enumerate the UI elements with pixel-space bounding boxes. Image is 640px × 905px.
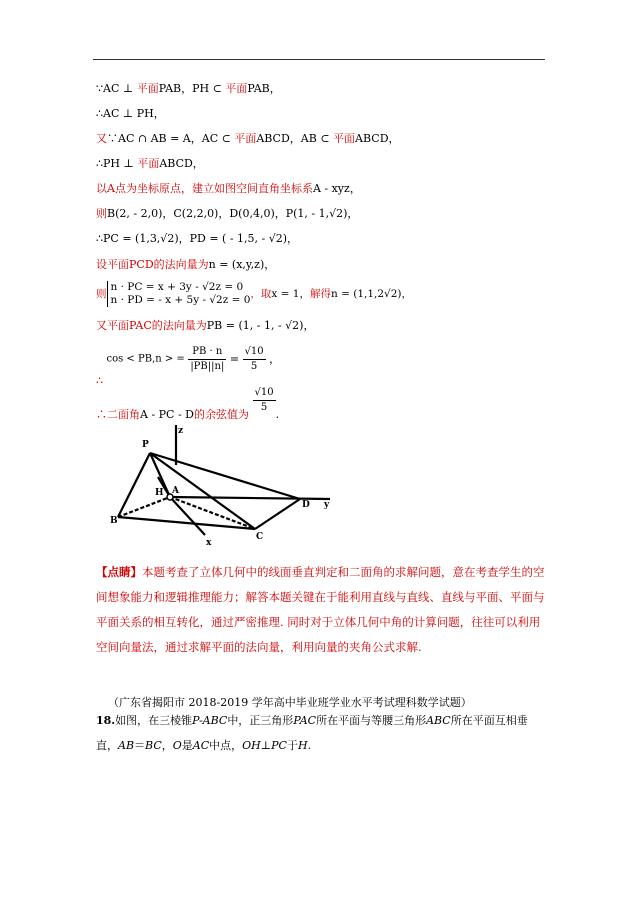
solution-line-1: [96, 82, 281, 96]
text: 是: [181, 739, 193, 752]
text: .: [307, 739, 312, 752]
text: ∴二面角: [96, 407, 140, 421]
equation-2: n · PD = - x + 5y - √2z = 0: [110, 294, 251, 306]
text: 又: [96, 132, 107, 145]
text: 中，正三角形: [227, 714, 294, 727]
text: PAB，PH ⊂: [158, 82, 226, 95]
text: 又平面PAC的法向量为: [96, 319, 207, 332]
label-C: C: [256, 532, 264, 542]
solution-line-5: [96, 182, 361, 196]
text: ∴PC = (1,3,√2)，PD = ( - 1,5, - √2)，: [96, 232, 299, 245]
header-rule: [93, 59, 545, 60]
text: PAB，: [247, 82, 281, 95]
text: x = 1，: [271, 288, 310, 300]
therefore-symbol: ∴: [96, 374, 103, 387]
text: 以A点为坐标原点，建立如图空间直角坐标系: [96, 182, 313, 195]
label-B: B: [110, 516, 118, 526]
text: ∴PH ⊥: [96, 157, 138, 170]
text: A - PC - D: [140, 407, 195, 421]
numerator: √10: [243, 345, 266, 360]
cos-lhs: cos < PB,n > =: [106, 353, 185, 365]
solution-line-8: [96, 258, 275, 272]
note-tag: 【点睛】: [96, 565, 142, 579]
text: 平面: [225, 82, 248, 95]
label-y: y: [324, 500, 330, 510]
text: AB: [118, 739, 135, 752]
text: 平面: [333, 132, 356, 145]
text: P-ABC: [192, 714, 228, 727]
text: PAC: [293, 714, 317, 727]
text: .: [275, 407, 280, 421]
text: O: [172, 739, 182, 752]
text: 中点，: [209, 739, 243, 752]
text: 则: [96, 288, 107, 300]
fraction-vectors: [188, 345, 226, 374]
text: ，: [161, 739, 173, 752]
text: 所在平面互相垂直，: [96, 714, 528, 752]
solution-line-2: [96, 107, 165, 121]
text: 平面: [136, 82, 159, 95]
text: ，: [269, 352, 281, 366]
text: ∴AC ⊥ PH，: [96, 107, 165, 120]
text: PB = (1, - 1, - √2)，: [206, 319, 315, 332]
text: 的余弦值为: [194, 407, 250, 421]
text: ＝: [134, 739, 146, 752]
numerator: PB · n: [188, 345, 226, 360]
text: 则: [96, 207, 107, 220]
numerator: √10: [253, 386, 276, 401]
label-H: H: [155, 488, 164, 498]
text: 平面: [137, 157, 160, 170]
text: ABCD，: [355, 132, 400, 145]
note-text: 本题考查了立体几何中的线面垂直判定和二面角的求解问题，意在考查学生的空间想象能力和逻辑推理能力；解答本题关键在于能利用直线与直线、直线与平面、平面与平面关系的相互转化，通过严密推理. 同时对于立体几何中角的计算问题，往往可以利用空间向量法，通过求解平面的法向量，利用向量的夹角公式求解.: [96, 565, 545, 654]
text: ∵AC ∩ AB = A，AC ⊂: [107, 132, 235, 145]
text: ⊥: [260, 739, 272, 752]
text: A - xyz，: [312, 182, 361, 195]
cosine-formula: [96, 345, 281, 387]
text: 平面: [234, 132, 257, 145]
text: 设平面PCD的法向量为: [96, 258, 209, 271]
denominator: 5: [250, 361, 258, 372]
label-P: P: [142, 440, 149, 450]
solution-line-pac: [96, 319, 314, 333]
key-point-note: [96, 560, 548, 660]
question-number: 18.: [96, 714, 116, 727]
text: ，取: [250, 288, 272, 300]
denominator: 5: [260, 402, 268, 413]
system-brace: [107, 281, 251, 307]
text: n = (1,1,2√2)，: [330, 288, 413, 300]
dihedral-answer: [96, 386, 280, 421]
fraction-answer: [253, 386, 276, 415]
text: H: [297, 739, 308, 752]
text: n = (x,y,z)，: [208, 258, 276, 271]
solution-line-3: [96, 132, 400, 146]
denominator: |PB||n|: [190, 361, 225, 372]
text: B(2, - 2,0)，C(2,2,0)，D(0,4,0)，P(1, - 1,√2)，: [107, 207, 359, 220]
equals: =: [229, 352, 240, 366]
text: OH: [242, 739, 261, 752]
text: ABCD，AB ⊂: [256, 132, 334, 145]
text: 于: [286, 739, 298, 752]
text: 如图，在三棱锥: [115, 714, 193, 727]
label-x: x: [206, 538, 212, 548]
solution-line-7: [96, 232, 298, 246]
text: AC: [192, 739, 210, 752]
problem-source: （广东省揭阳市 2018-2019 学年高中毕业班学业水平考试理科数学试题）: [108, 696, 472, 709]
question-18: [96, 708, 548, 758]
text: BC: [145, 739, 162, 752]
equation-1: n · PC = x + 3y - √2z = 0: [110, 281, 244, 293]
fraction-result: [243, 345, 266, 374]
text: 所在平面与等腰三角形: [316, 714, 427, 727]
pyramid-figure: [110, 425, 340, 555]
label-A: A: [172, 486, 179, 496]
text: ABC: [426, 714, 451, 727]
y-axis: [170, 497, 330, 499]
label-D: D: [302, 500, 310, 510]
equation-system: [96, 281, 412, 307]
text: ABCD，: [159, 157, 204, 170]
solution-line-6: [96, 207, 358, 221]
label-z: z: [178, 426, 184, 436]
text: PC: [271, 739, 287, 752]
solution-line-4: [96, 157, 204, 171]
text: ∵AC ⊥: [96, 82, 137, 95]
text: 解得: [309, 288, 331, 300]
